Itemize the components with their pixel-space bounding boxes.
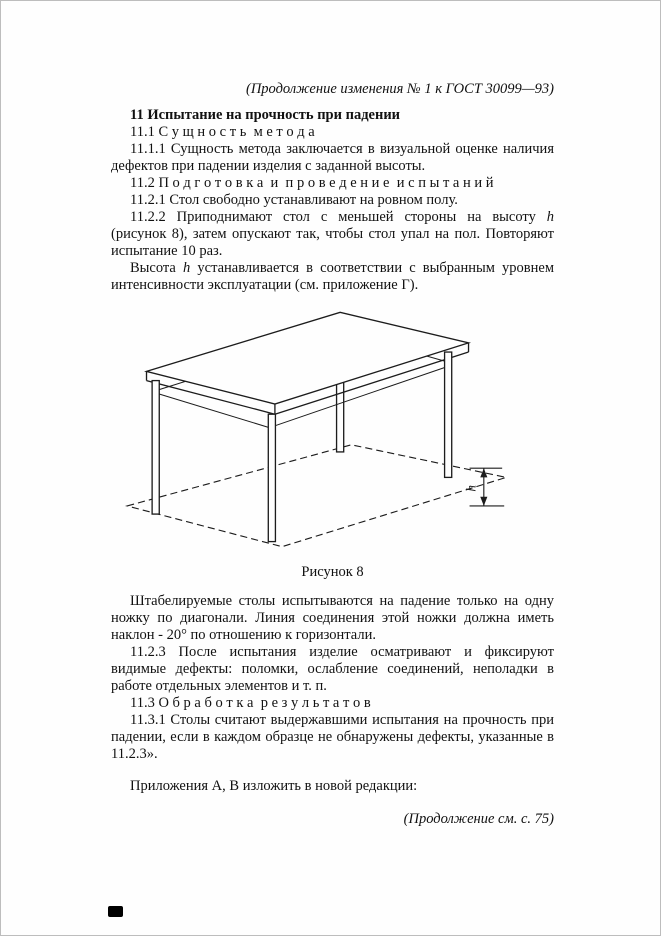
paragraph-11-2-3: 11.2.3 После испытания изделие осматривают и фиксируют видимые дефекты: поломки, ослабление соединений, неполадки в работе отдельных элементов и т. п.	[111, 644, 554, 694]
table-drop-test-drawing	[119, 302, 547, 557]
scan-artifact-mark	[108, 906, 123, 917]
paragraph-11-2-2	[111, 209, 554, 260]
section-title: 11 Испытание на прочность при падении	[130, 107, 401, 123]
table-outline	[146, 312, 468, 541]
dimension-label-h: h	[463, 485, 479, 492]
heading-11-2: 11.2 П о д г о т о в к а и п р о в е д е н и е и с п ы т а н и й	[130, 175, 494, 191]
paragraph-height	[111, 260, 554, 294]
text-part: (рисунок 8), затем опускают так, чтобы стол упал на пол. Повторяют испытание 10 раз.	[111, 226, 554, 259]
figure-8	[111, 302, 554, 562]
variable-h: h	[546, 209, 554, 225]
table-leg-left	[152, 381, 159, 514]
variable-h: h	[183, 260, 191, 276]
heading-11-3: 11.3 О б р а б о т к а р е з у л ь т а т о в	[130, 695, 371, 711]
paragraph-11-1-1: 11.1.1 Сущность метода заключается в визуальной оценке наличия дефектов при падении изделия с заданной высоты.	[111, 141, 554, 174]
paragraph-11-3-1: 11.3.1 Столы считают выдержавшими испытания на прочность при падении, если в каждом образце не обнаружены дефекты, указанные в 11.2.3».	[111, 712, 554, 762]
paragraph-stackable: Штабелируемые столы испытываются на падение только на одну ножку по диагонали. Линия соединения этой ножки должна иметь наклон - 20° по отношению к горизонтали.	[111, 593, 554, 643]
table-leg-front	[268, 414, 275, 541]
height-dimension	[463, 468, 504, 506]
dimension-arrow-down	[480, 497, 487, 506]
document-body	[111, 107, 554, 795]
heading-11-1: 11.1 С у щ н о с т ь м е т о д а	[130, 124, 315, 140]
figure-caption: Рисунок 8	[301, 564, 364, 580]
table-leg-right	[444, 352, 451, 477]
text-part: Высота	[130, 260, 183, 276]
text-part: устанавливается в соответствии с выбранным уровнем интенсивности эксплуатации (см. приложение Г).	[111, 260, 554, 293]
running-header: (Продолжение изменения № 1 к ГОСТ 30099—93)	[245, 81, 554, 97]
text-part: 11.2.2 Приподнимают стол с меньшей стороны на высоту	[130, 209, 547, 225]
paragraph-annex: Приложения А, В изложить в новой редакции:	[130, 778, 418, 794]
continuation-note: (Продолжение см. с. 75)	[403, 811, 554, 827]
tabletop	[146, 312, 468, 404]
paragraph-11-2-1: 11.2.1 Стол свободно устанавливают на ровном полу.	[130, 192, 458, 208]
